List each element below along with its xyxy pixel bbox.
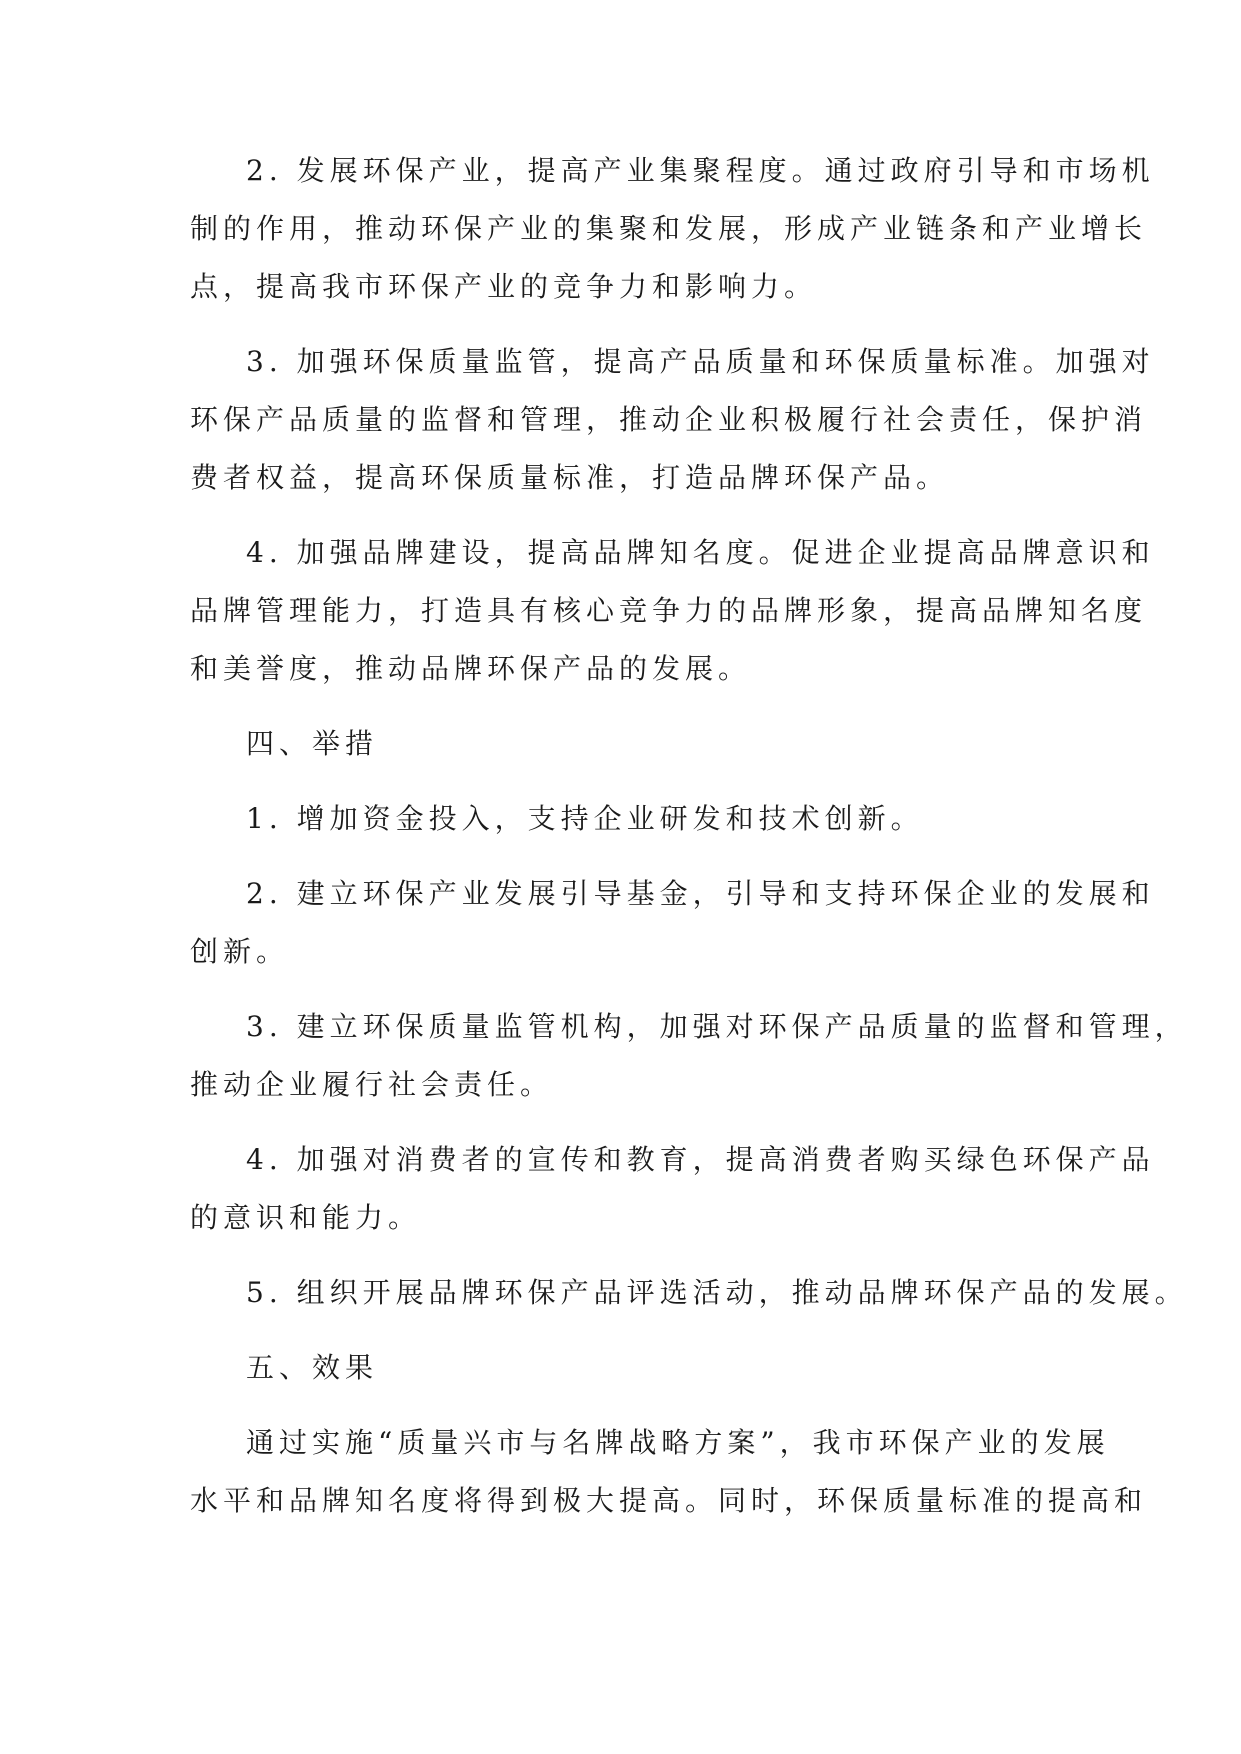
measure-3-line-1: 3. 建立环保质量监管机构，加强对环保产品质量的监督和管理， — [246, 1010, 1188, 1043]
section-heading-measures: 四、举措 — [246, 727, 379, 760]
paragraph-2-line-1: 3. 加强环保质量监管，提高产品质量和环保质量标准。加强对 — [246, 345, 1155, 378]
paragraph-1-line-1: 2. 发展环保产业，提高产业集聚程度。通过政府引导和市场机 — [246, 154, 1155, 187]
paragraph-3-line-3: 和美誉度，推动品牌环保产品的发展。 — [190, 652, 752, 685]
effects-line-1: 通过实施“质量兴市与名牌战略方案”，我市环保产业的发展 — [246, 1426, 1110, 1459]
measure-4-line-1: 4. 加强对消费者的宣传和教育，提高消费者购买绿色环保产品 — [246, 1143, 1155, 1176]
paragraph-3-line-2: 品牌管理能力，打造具有核心竞争力的品牌形象，提高品牌知名度 — [190, 594, 1148, 627]
measure-1-line-1: 1. 增加资金投入，支持企业研发和技术创新。 — [246, 802, 924, 835]
measure-3-line-2: 推动企业履行社会责任。 — [190, 1068, 554, 1101]
paragraph-1-line-2: 制的作用，推动环保产业的集聚和发展，形成产业链条和产业增长 — [190, 212, 1148, 245]
measure-4-line-2: 的意识和能力。 — [190, 1201, 422, 1234]
paragraph-3-line-1: 4. 加强品牌建设，提高品牌知名度。促进企业提高品牌意识和 — [246, 536, 1155, 569]
paragraph-1-line-3: 点，提高我市环保产业的竞争力和影响力。 — [190, 270, 818, 303]
measure-5-line-1: 5. 组织开展品牌环保产品评选活动，推动品牌环保产品的发展。 — [246, 1276, 1188, 1309]
measure-2-line-2: 创新。 — [190, 935, 290, 968]
effects-line-2: 水平和品牌知名度将得到极大提高。同时，环保质量标准的提高和 — [190, 1484, 1148, 1517]
section-heading-effects: 五、效果 — [246, 1351, 379, 1384]
paragraph-2-line-2: 环保产品质量的监督和管理，推动企业积极履行社会责任，保护消 — [190, 403, 1148, 436]
paragraph-2-line-3: 费者权益，提高环保质量标准，打造品牌环保产品。 — [190, 461, 950, 494]
measure-2-line-1: 2. 建立环保产业发展引导基金，引导和支持环保企业的发展和 — [246, 877, 1155, 910]
